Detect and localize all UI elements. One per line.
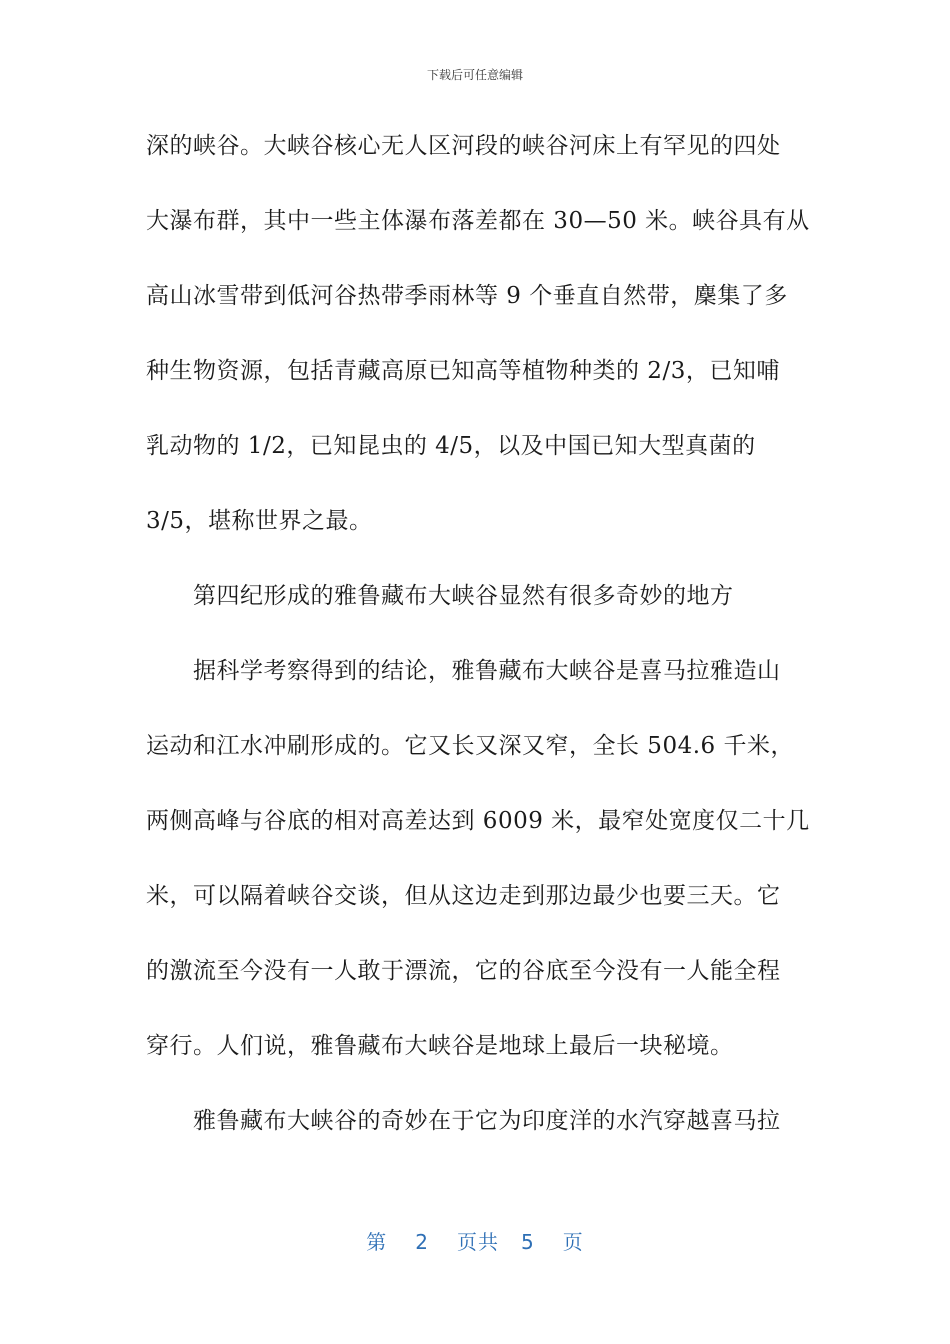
body-line: 大瀑布群，其中一些主体瀑布落差都在 30—50 米。峡谷具有从 [146,208,810,234]
body-line: 两侧高峰与谷底的相对高差达到 6009 米，最窄处宽度仅二十几 [146,808,810,834]
footer-middle: 页共 [457,1230,499,1254]
body-line: 米，可以隔着峡谷交谈，但从这边走到那边最少也要三天。它 [146,883,781,909]
section-heading: 第四纪形成的雅鲁藏布大峡谷显然有很多奇妙的地方 [193,583,734,609]
current-page-number: 2 [415,1230,429,1254]
body-line: 种生物资源，包括青藏高原已知高等植物种类的 2/3，已知哺 [146,358,780,384]
footer-prefix: 第 [366,1230,388,1254]
paragraph-start-line: 据科学考察得到的结论，雅鲁藏布大峡谷是喜马拉雅造山 [193,658,781,684]
total-pages-number: 5 [521,1230,535,1254]
body-line: 乳动物的 1/2，已知昆虫的 4/5，以及中国已知大型真菌的 [146,433,756,459]
document-body [146,124,811,1174]
footer-suffix: 页 [562,1230,584,1254]
page-footer [0,1226,950,1255]
paragraph-start-line: 雅鲁藏布大峡谷的奇妙在于它为印度洋的水汽穿越喜马拉 [193,1108,781,1134]
body-line: 穿行。人们说，雅鲁藏布大峡谷是地球上最后一块秘境。 [146,1033,734,1059]
body-line: 高山冰雪带到低河谷热带季雨林等 9 个垂直自然带，麇集了多 [146,283,788,309]
body-line: 运动和江水冲刷形成的。它又长又深又窄，全长 504.6 千米， [146,733,794,759]
body-line: 深的峡谷。大峡谷核心无人区河段的峡谷河床上有罕见的四处 [146,133,781,159]
header-note: 下载后可任意编辑 [426,68,523,82]
body-line: 3/5，堪称世界之最。 [146,508,373,534]
body-line: 的激流至今没有一人敢于漂流，它的谷底至今没有一人能全程 [146,958,781,984]
